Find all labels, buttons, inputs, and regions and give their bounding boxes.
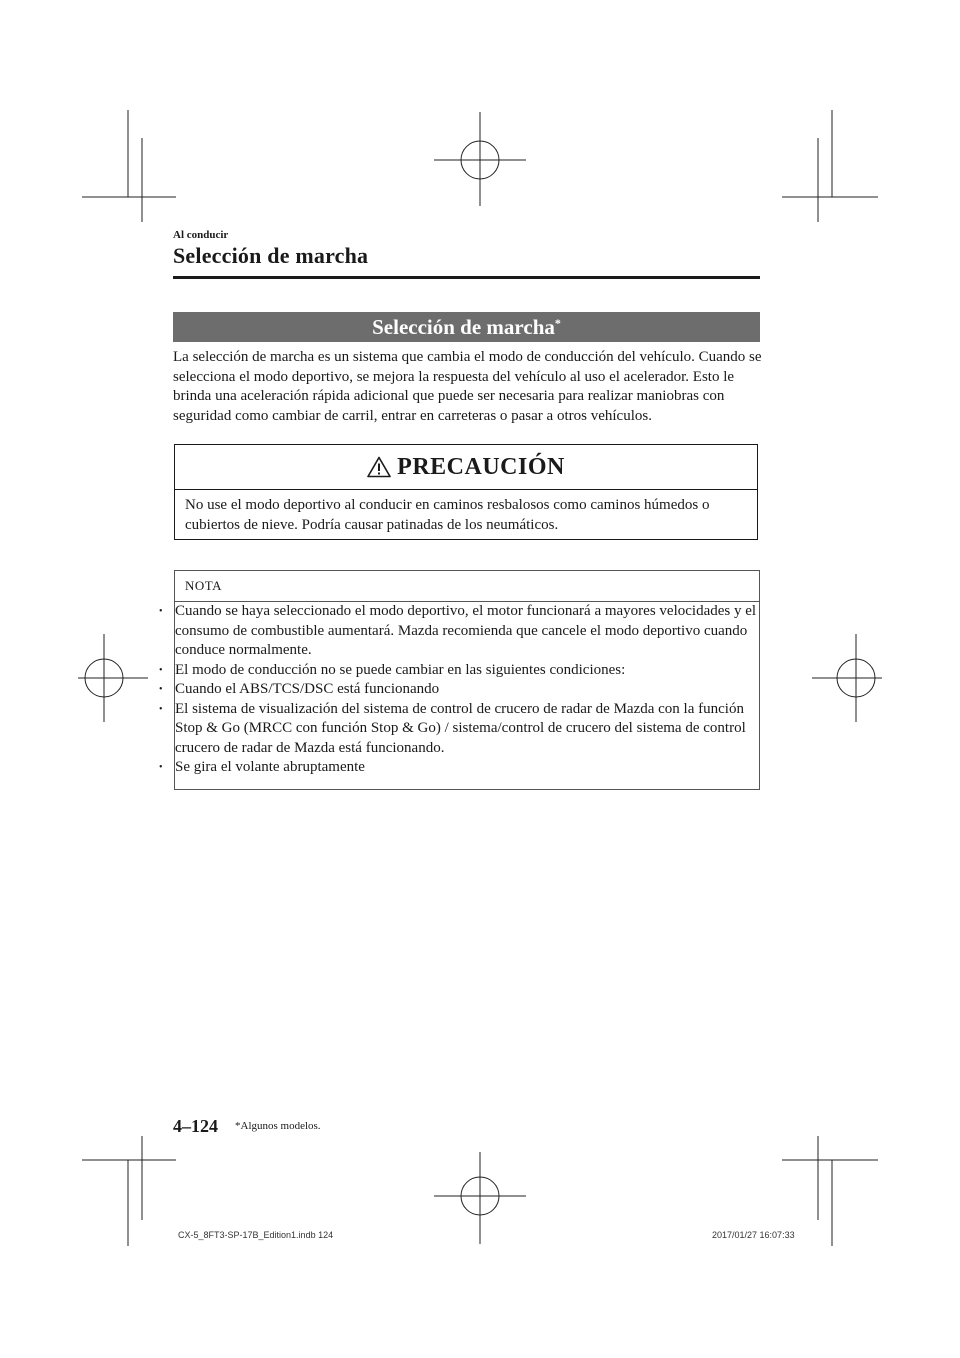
chapter-kicker: Al conducir [173, 229, 229, 241]
note-title: NOTA [175, 571, 759, 602]
warning-triangle-icon [367, 456, 391, 478]
bullet-icon: • [159, 606, 163, 617]
caution-box [174, 444, 758, 540]
list-item: • Se gira el volante abruptamente [175, 758, 759, 778]
print-timestamp: 2017/01/27 16:07:33 [712, 1230, 795, 1240]
bullet-icon: • [159, 762, 163, 773]
note-box [159, 570, 760, 790]
list-item: • El modo de conducción no se puede cambiar en las siguientes condiciones: • Cuando el ABS/TCS/DSC está funcionando • El sistema de visualización del sistema de control de crucero de radar de Mazda con la función Stop & Go (MRCC con función Stop & Go) / sistema/control de crucero del sistema de control crucero de radar de Mazda está funcionando. • Se gira el volante abruptamente [175, 661, 759, 778]
caution-header [175, 445, 757, 490]
section-title: Selección de marcha [372, 315, 555, 339]
bullet-icon: • [159, 703, 163, 715]
caution-title: PRECAUCIÓN [397, 453, 565, 480]
page-title: Selección de marcha [173, 243, 369, 268]
list-item: • El sistema de visualización del sistema de control de crucero de radar de Mazda con la función Stop & Go (MRCC con función Stop & Go) / sistema/control de crucero del sistema de control crucero de radar de Mazda está funcionando. [159, 700, 746, 756]
list-item: • Cuando el ABS/TCS/DSC está funcionando [175, 680, 759, 700]
caution-text: No use el modo deportivo al conducir en caminos resbalosos como caminos húmedos o cubiertos de nieve. Podría causar patinadas de los neumáticos. [185, 497, 710, 533]
note-list [159, 602, 759, 778]
note-sublist [159, 680, 759, 778]
page-number: 4–124 [173, 1116, 218, 1136]
section-heading [173, 312, 760, 342]
list-item: • Cuando se haya seleccionado el modo deportivo, el motor funcionará a mayores velocidades y el consumo de combustible aumentará. Mazda recomienda que cancele el modo deportivo cuando conduce normalmente. [159, 603, 757, 658]
bullet-icon: • [159, 664, 163, 676]
footnote: *Algunos modelos. [235, 1120, 321, 1132]
section-asterisk: * [554, 316, 561, 330]
intro-paragraph: La selección de marcha es un sistema que cambia el modo de conducción del vehículo. Cuando se selecciona el modo deportivo, se mejora la respuesta del vehículo al uso el acelerador. Esto le brinda una aceleración rápida adicional que puede ser necesaria para realizar maniobras con seguridad como cambiar de carril, entrar en carreteras o pasar a otros vehículos. [173, 349, 762, 424]
bullet-icon: • [159, 684, 163, 695]
print-file-info: CX-5_8FT3-SP-17B_Edition1.indb 124 [178, 1230, 334, 1240]
title-divider [173, 276, 760, 279]
